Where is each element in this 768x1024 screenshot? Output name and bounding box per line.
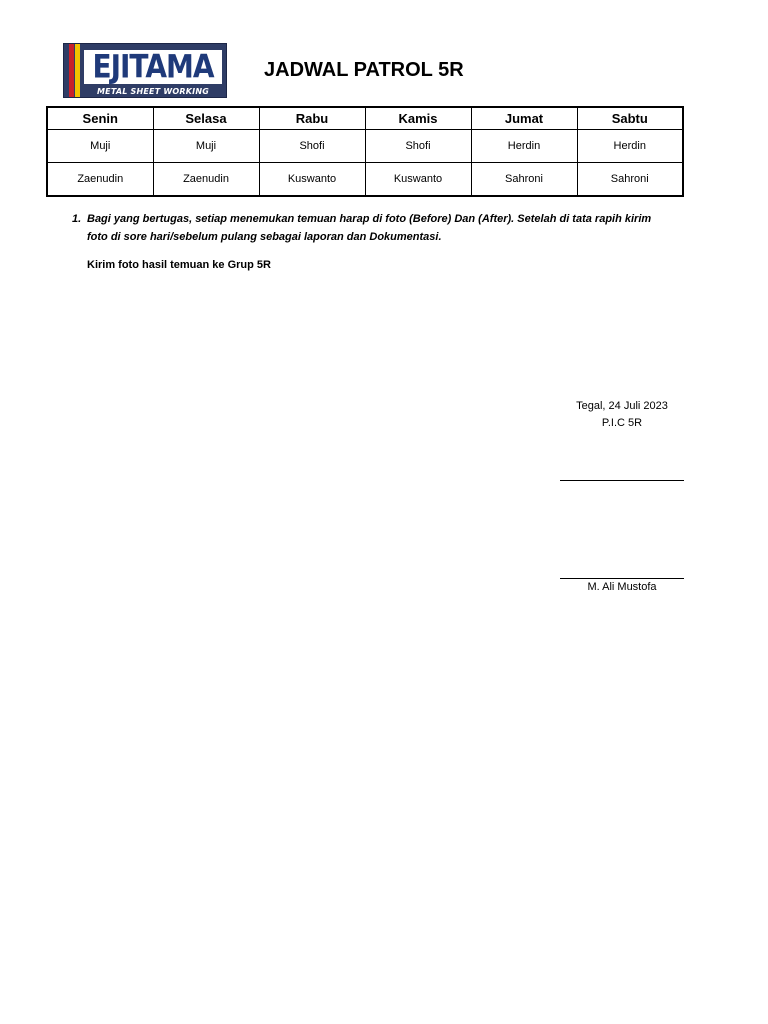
table-cell: Shofi	[365, 130, 471, 163]
table-cell: Sahroni	[577, 163, 683, 197]
notes-section	[72, 210, 672, 274]
table-header-row	[47, 107, 683, 130]
header-cell-kamis: Kamis	[365, 107, 471, 130]
patrol-schedule-table	[46, 106, 684, 197]
logo-stripe-yellow	[75, 44, 80, 97]
table-cell: Herdin	[577, 130, 683, 163]
note-extra-instruction: Kirim foto hasil temuan ke Grup 5R	[87, 259, 271, 271]
table-cell: Herdin	[471, 130, 577, 163]
table-cell: Zaenudin	[153, 163, 259, 197]
note-text: Bagi yang bertugas, setiap menemukan temuan harap di foto (Before) Dan (After). Setelah di tata rapih kirim foto di sore hari/sebelum pulang sebagai laporan dan Dokumentasi.	[87, 213, 652, 243]
logo-tagline: METAL SHEET WORKING	[97, 87, 209, 96]
company-logo	[63, 43, 227, 98]
note-number: 1.	[72, 213, 82, 225]
header-cell-rabu: Rabu	[259, 107, 365, 130]
signer-name: M. Ali Mustofa	[587, 581, 657, 593]
header-cell-selasa: Selasa	[153, 107, 259, 130]
note-item	[72, 210, 672, 246]
signature-line-upper	[560, 480, 684, 481]
table-cell: Kuswanto	[259, 163, 365, 197]
table-cell: Sahroni	[471, 163, 577, 197]
logo-brand-text: EJITAMA	[92, 47, 214, 86]
header-cell-senin: Senin	[47, 107, 153, 130]
table-row	[47, 130, 683, 163]
logo-brand-box	[84, 47, 222, 86]
header-cell-sabtu: Sabtu	[577, 107, 683, 130]
table-cell: Muji	[153, 130, 259, 163]
signature-place-date: Tegal, 24 Juli 2023	[576, 400, 668, 412]
signature-role: P.I.C 5R	[601, 417, 643, 429]
document-title: JADWAL PATROL 5R	[264, 59, 464, 81]
header-cell-jumat: Jumat	[471, 107, 577, 130]
table-row	[47, 163, 683, 197]
logo-stripe-red	[69, 44, 74, 97]
table-cell: Zaenudin	[47, 163, 153, 197]
table-cell: Muji	[47, 130, 153, 163]
table-cell: Kuswanto	[365, 163, 471, 197]
table-cell: Shofi	[259, 130, 365, 163]
